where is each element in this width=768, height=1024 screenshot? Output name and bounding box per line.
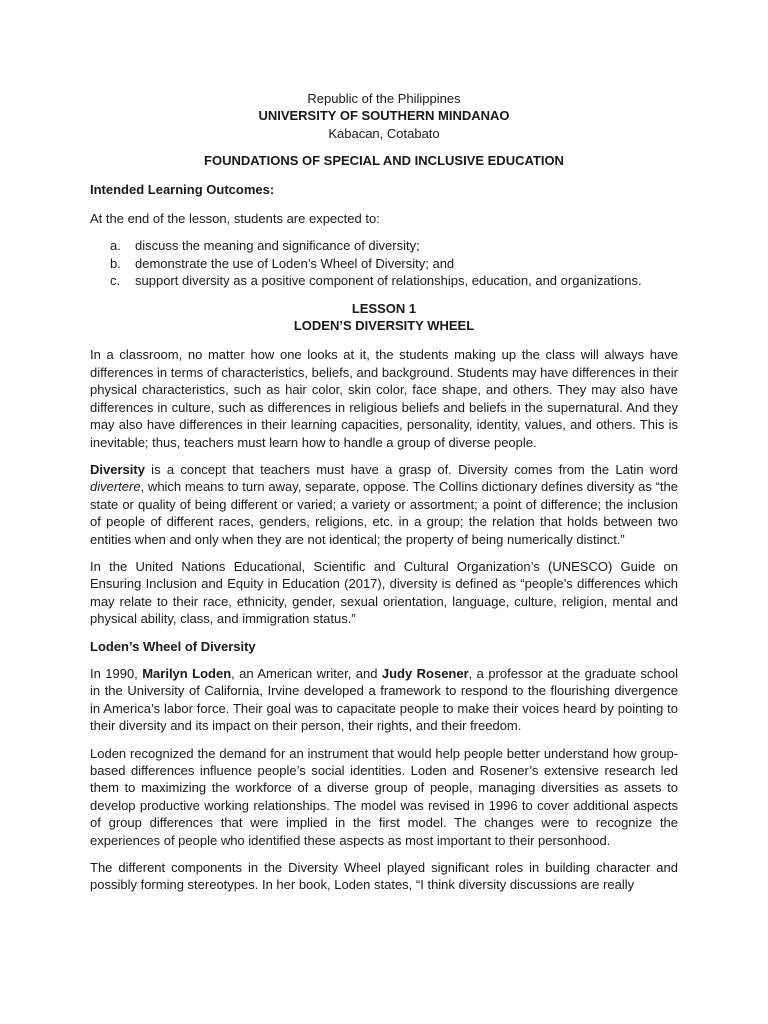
outcomes-list (90, 237, 678, 289)
paragraph-loden-research: Loden recognized the demand for an instrument that would help people better understand how group-based differences influence people’s social identities. Loden and Rosener’s extensive research led them to maximizing the workforce of a diverse group of people, managing diversities as assets to develop productive working relationships. The model was revised in 1996 to cover additional aspects of group differences that were implied in the first model. The changes were to recognize the experiences of people who identified these aspects as most important to their personhood. (90, 745, 678, 848)
paragraph-diversity-definition (90, 461, 678, 548)
list-item-text: demonstrate the use of Loden’s Wheel of Diversity; and (135, 255, 455, 271)
paragraph-text: , an American writer, and (231, 665, 382, 681)
paragraph-text: is a concept that teachers must have a grasp of. Diversity comes from the Latin word (144, 461, 678, 477)
list-item (110, 272, 678, 289)
lesson-title: LODEN’S DIVERSITY WHEEL (293, 318, 475, 334)
list-item-text: discuss the meaning and significance of diversity; (135, 238, 420, 254)
list-marker: c. (110, 273, 121, 289)
document-header (90, 90, 678, 142)
paragraph-wheel-components: The different components in the Diversity Wheel played significant roles in building character and possibly forming stereotypes. In her book, Loden states, “I think diversity discussions are really (90, 860, 678, 893)
list-marker: b. (110, 255, 121, 271)
header-university: UNIVERSITY OF SOUTHERN MINDANAO (258, 108, 510, 124)
header-country: Republic of the Philippines (307, 91, 461, 106)
latin-term: divertere (90, 479, 141, 495)
list-item (110, 237, 678, 254)
document-page (90, 90, 678, 894)
list-marker: a. (110, 238, 121, 254)
term-diversity: Diversity (90, 461, 145, 477)
name-marilyn-loden: Marilyn Loden (142, 665, 232, 681)
outcomes-heading: Intended Learning Outcomes: (90, 181, 275, 197)
lesson-number: LESSON 1 (351, 300, 417, 316)
outcomes-intro: At the end of the lesson, students are expected to: (90, 211, 380, 227)
paragraph-text: , a professor at the graduate school in the University of California, Irvine developed a framework to respond to the flourishing divergence in America’s labor force. Their goal was to capacitate people to make their voices heard by pointing to their diversity and its impact on their person, their rights, and their freedom. (90, 665, 679, 734)
lesson-heading (90, 300, 678, 335)
header-location: Kabacan, Cotabato (328, 125, 440, 141)
list-item (110, 255, 678, 272)
paragraph-text: , which means to turn away, separate, oppose. The Collins dictionary defines diversity as “the state or quality of being different or varied; a variety or assortment; a point of difference; the inclusion of people of different races, genders, religions, etc. in a group; the relation that holds between two entities when and only when they are not identical; the property of being numerically distinct.” (90, 479, 678, 547)
paragraph-loden-rosener (90, 665, 678, 735)
paragraph-unesco-definition: In the United Nations Educational, Scientific and Cultural Organization’s (UNESCO) Guide on Ensuring Inclusion and Equity in Education (2017), diversity is defined as “people’s differences which may relate to their race, ethnicity, gender, sexual orientation, language, culture, religion, mental and physical ability, class, and immigration status.” (90, 558, 678, 627)
paragraph-classroom-differences: In a classroom, no matter how one looks at it, the students making up the class will always have differences in terms of characteristics, beliefs, and background. Students may have differences in their physical characteristics, such as hair color, skin color, face shape, and others. They may also have differences in culture, such as differences in religious beliefs and beliefs in the supernatural. And they may also have differences in their learning capacities, personality, identity, values, and others. This is inevitable; thus, teachers must learn how to handle a group of diverse people. (90, 347, 678, 450)
name-judy-rosener: Judy Rosener (381, 665, 469, 681)
list-item-text: support diversity as a positive component of relationships, education, and organizations. (135, 273, 642, 289)
subheading-lodens-wheel: Loden’s Wheel of Diversity (90, 638, 256, 654)
paragraph-text: In 1990, (90, 665, 143, 681)
course-title: FOUNDATIONS OF SPECIAL AND INCLUSIVE EDUCATION (204, 153, 564, 169)
